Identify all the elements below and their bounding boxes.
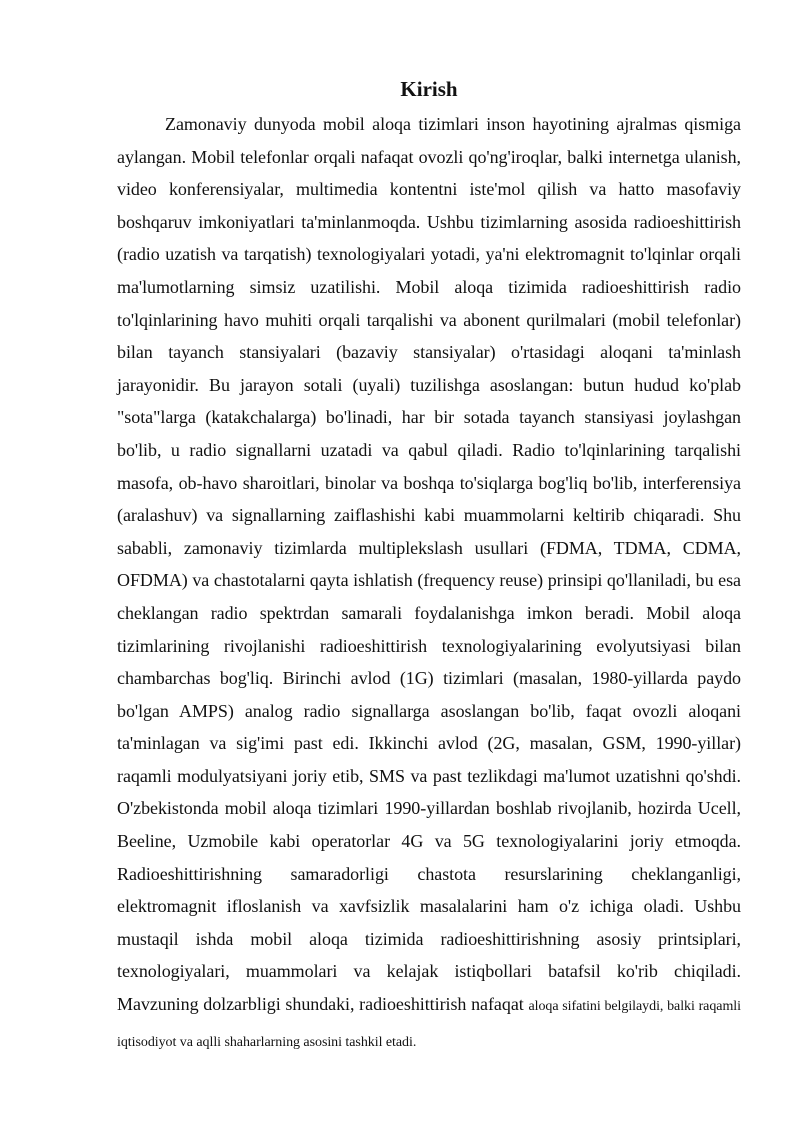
paragraph-tail-text: aloqa sifatini belgilaydi, balki raqamli iqtisodiyot va aqlli shaharlarning asosini tashkil etadi. — [117, 999, 741, 1050]
intro-paragraph — [117, 108, 741, 1059]
paragraph-main-text: Zamonaviy dunyoda mobil aloqa tizimlari inson hayotining ajralmas qismiga aylangan. Mobil telefonlar orqali nafaqat ovozli qo'ng'iroqlar, balki internetga ulanish, video konferensiyalar, multimedia kontentni iste'mol qilish va hatto masofaviy boshqaruv imkoniyatlari ta'minlanmoqda. Ushbu tizimlarning asosida radioeshittirish (radio uzatish va tarqatish) texnologiyalari yotadi, ya'ni elektromagnit to'lqinlar orqali ma'lumotlarning simsiz uzatilishi. Mobil aloqa tizimida radioeshittirish radio to'lqinlarining havo muhiti orqali tarqalishi va abonent qurilmalari (mobil telefonlar) bilan tayanch stansiyalari (bazaviy stansiyalar) o'rtasidagi aloqani ta'minlash jarayonidir. Bu jarayon sotali (uyali) tuzilishga asoslangan: butun hudud ko'plab "sota"larga (katakchalarga) bo'linadi, har bir sotada tayanch stansiyasi joylashgan bo'lib, u radio signallarni uzatadi va qabul qiladi. Radio to'lqinlarining tarqalishi masofa, ob-havo sharoitlari, binolar va boshqa to'siqlarga bog'liq bo'lib, interferensiya (aralashuv) va signallarning zaiflashishi kabi muammolarni keltirib chiqaradi. Shu sababli, zamonaviy tizimlarda multiplekslash usullari (FDMA, TDMA, CDMA, OFDMA) va chastotalarni qayta ishlatish (frequency reuse) prinsipi qo'llaniladi, bu esa cheklangan radio spektrdan samarali foydalanishga imkon beradi. Mobil aloqa tizimlarining rivojlanishi radioeshittirish texnologiyalarining evolyutsiyasi bilan chambarchas bog'liq. Birinchi avlod (1G) tizimlari (masalan, 1980-yillarda paydo bo'lgan AMPS) analog radio signallarga asoslangan bo'lib, faqat ovozli aloqani ta'minlagan va sig'imi past edi. Ikkinchi avlod (2G, masalan, GSM, 1990-yillar) raqamli modulyatsiyani joriy etib, SMS va past tezlikdagi ma'lumot uzatishni qo'shdi. O'zbekistonda mobil aloqa tizimlari 1990-yillardan boshlab rivojlanib, hozirda Ucell, Beeline, Uzmobile kabi operatorlar 4G va 5G texnologiyalarini joriy etmoqda. Radioeshittirishning samaradorligi chastota resurslarining cheklanganligi, elektromagnit ifloslanish va xavfsizlik masalalarini ham o'z ichiga oladi. Ushbu mustaqil ishda mobil aloqa tizimida radioeshittirishning asosiy printsiplari, texnologiyalari, muammolari va kelajak istiqbollari batafsil ko'rib chiqiladi. Mavzuning dolzarbligi shundaki, radioeshittirish nafaqat — [117, 114, 741, 1015]
page-title: Kirish — [400, 77, 458, 101]
